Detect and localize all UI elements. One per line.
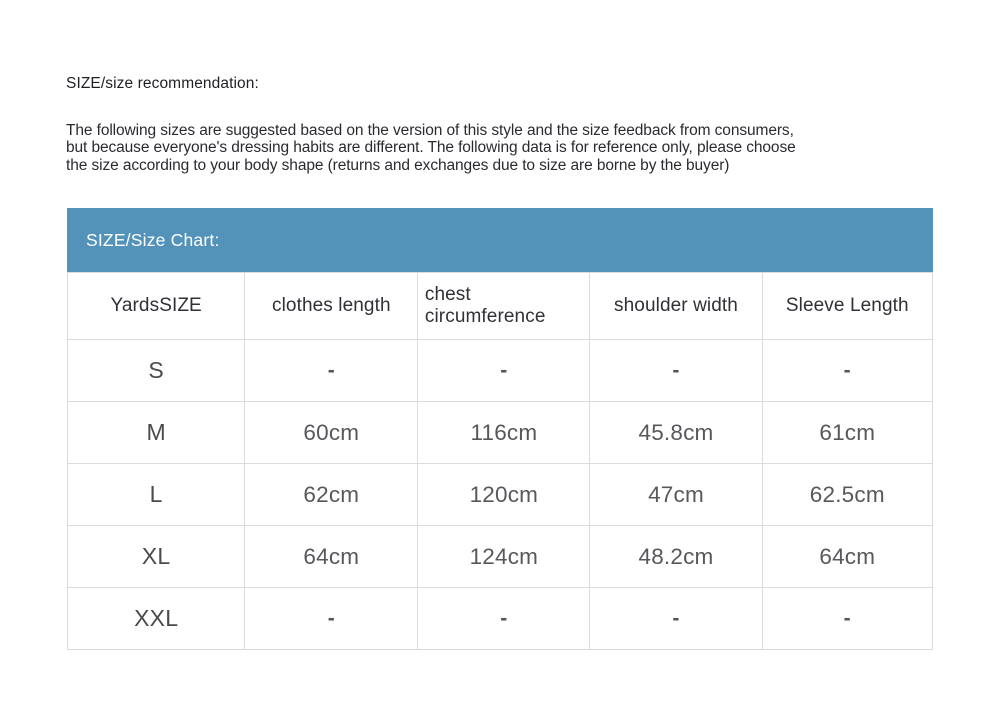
cell-clothes-length: 62cm xyxy=(245,464,418,526)
cell-chest: 116cm xyxy=(418,402,590,464)
table-row-l xyxy=(68,464,933,526)
table-row-xl xyxy=(68,526,933,588)
table-row-xxl xyxy=(68,588,933,650)
cell-shoulder: 45.8cm xyxy=(590,402,762,464)
cell-size: XXL xyxy=(68,588,245,650)
column-header-clothes-length: clothes length xyxy=(245,273,418,340)
table-row-s xyxy=(68,340,933,402)
size-chart-table xyxy=(67,272,933,650)
cell-clothes-length: 64cm xyxy=(245,526,418,588)
chest-circumference-label: chest circumference xyxy=(424,284,546,327)
cell-shoulder: - xyxy=(590,340,762,402)
size-chart-header-bar xyxy=(67,208,933,272)
cell-clothes-length: - xyxy=(245,588,418,650)
page-title: SIZE/size recommendation: xyxy=(66,75,259,92)
cell-sleeve: 62.5cm xyxy=(762,464,932,526)
cell-shoulder: - xyxy=(590,588,762,650)
cell-sleeve: - xyxy=(762,340,932,402)
intro-line-2: but because everyone's dressing habits are different. The following data is for reference only, please choose xyxy=(66,139,796,157)
column-header-chest-circumference xyxy=(418,273,590,340)
size-chart-title: SIZE/Size Chart: xyxy=(86,229,220,250)
cell-sleeve: 64cm xyxy=(762,526,932,588)
cell-chest: - xyxy=(418,340,590,402)
column-header-size: YardsSIZE xyxy=(68,273,245,340)
cell-sleeve: - xyxy=(762,588,932,650)
cell-size: M xyxy=(68,402,245,464)
column-header-sleeve-length: Sleeve Length xyxy=(762,273,932,340)
size-chart-section xyxy=(67,208,933,650)
intro-paragraph xyxy=(66,122,946,174)
cell-size: S xyxy=(68,340,245,402)
column-header-shoulder-width: shoulder width xyxy=(590,273,762,340)
cell-shoulder: 48.2cm xyxy=(590,526,762,588)
cell-size: L xyxy=(68,464,245,526)
intro-line-3: the size according to your body shape (returns and exchanges due to size are borne by the buyer) xyxy=(66,156,730,174)
header-row xyxy=(68,273,933,340)
cell-clothes-length: - xyxy=(245,340,418,402)
cell-size: XL xyxy=(68,526,245,588)
cell-sleeve: 61cm xyxy=(762,402,932,464)
cell-clothes-length: 60cm xyxy=(245,402,418,464)
intro-line-1: The following sizes are suggested based on the version of this style and the size feedback from consumers, xyxy=(66,122,794,139)
cell-shoulder: 47cm xyxy=(590,464,762,526)
table-row-m xyxy=(68,402,933,464)
cell-chest: - xyxy=(418,588,590,650)
cell-chest: 120cm xyxy=(418,464,590,526)
cell-chest: 124cm xyxy=(418,526,590,588)
